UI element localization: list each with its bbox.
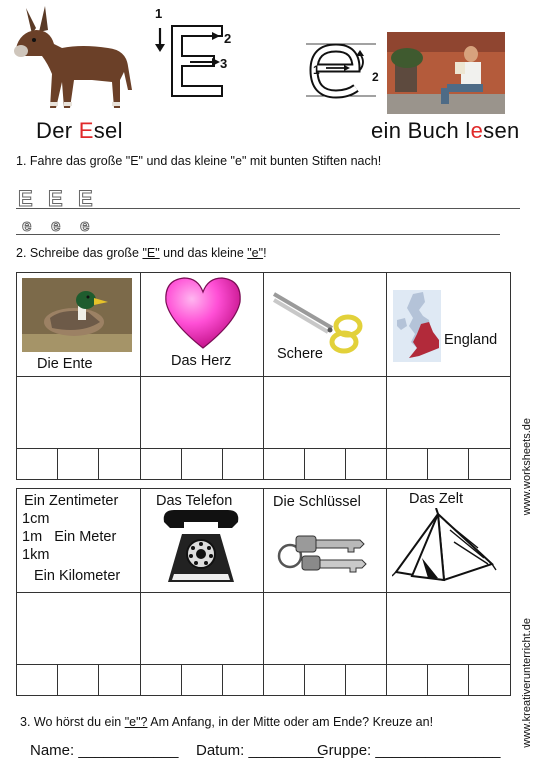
- caption-text: Der: [36, 118, 79, 143]
- instr-lower-e: "e": [247, 246, 264, 260]
- writing-cell[interactable]: [264, 377, 387, 449]
- instr-lower-e: "e"?: [124, 715, 148, 729]
- donkey-caption: [36, 118, 123, 144]
- telephone-image: [160, 508, 242, 588]
- stroke-number-small-2: 2: [372, 70, 379, 84]
- trace-letter-lower[interactable]: e: [22, 216, 32, 235]
- name-field[interactable]: Name: ____________: [30, 742, 179, 759]
- word-label-ente: Die Ente: [37, 356, 93, 372]
- position-box[interactable]: [305, 665, 346, 695]
- word-label-england: England: [444, 332, 498, 348]
- caption-text: sel: [93, 118, 123, 143]
- position-box[interactable]: [58, 665, 99, 695]
- letter-E-stroke-diagram: [150, 6, 235, 100]
- credit-kreativerunterricht: www.kreativerunterricht.de: [521, 618, 533, 748]
- position-box[interactable]: [99, 449, 141, 479]
- word-label-herz: Das Herz: [171, 353, 232, 369]
- position-box[interactable]: [223, 449, 264, 479]
- trace-letter-upper[interactable]: E: [48, 186, 63, 211]
- writing-cell[interactable]: [141, 593, 264, 665]
- unit-kilometer: Ein Kilometer: [34, 568, 121, 584]
- writing-cell[interactable]: [17, 593, 141, 665]
- position-box[interactable]: [305, 449, 346, 479]
- position-box[interactable]: [387, 449, 428, 479]
- instr-text: Am Anfang, in der Mitte oder am Ende? Kreuze an!: [147, 715, 434, 729]
- trace-letter-upper[interactable]: E: [18, 186, 33, 211]
- position-box[interactable]: [99, 665, 141, 695]
- keys-image: [276, 522, 368, 578]
- reading-caption: [371, 118, 520, 144]
- position-box[interactable]: [346, 449, 387, 479]
- position-box[interactable]: [346, 665, 387, 695]
- reading-boy-photo: [387, 32, 505, 114]
- position-box[interactable]: [141, 665, 182, 695]
- position-box[interactable]: [182, 449, 223, 479]
- position-box[interactable]: [17, 665, 58, 695]
- writing-cell[interactable]: [264, 593, 387, 665]
- caption-highlight: E: [78, 118, 94, 143]
- scissors-image: [272, 290, 364, 354]
- position-box[interactable]: [223, 665, 264, 695]
- writing-cell[interactable]: [387, 593, 510, 665]
- task2-instruction: [16, 246, 267, 260]
- word-label-schluessel: Die Schlüssel: [273, 494, 361, 510]
- england-map-image: [393, 290, 441, 362]
- tent-image: [392, 508, 498, 584]
- trace-letter-upper[interactable]: E: [78, 186, 93, 211]
- credit-worksheets: www.worksheets.de: [521, 418, 533, 516]
- word-label-schere: Schere: [277, 346, 323, 362]
- unit-cm: 1cm: [22, 511, 50, 527]
- position-box[interactable]: [17, 449, 58, 479]
- heart-image: [162, 276, 244, 350]
- position-box[interactable]: [58, 449, 99, 479]
- unit-zentimeter: Ein Zentimeter: [24, 493, 119, 509]
- task3-instruction: [20, 715, 433, 729]
- instr-text: !: [263, 246, 267, 260]
- stroke-number-1: 1: [155, 6, 163, 21]
- caption-text: ein Buch l: [371, 118, 471, 143]
- task1-instruction: 1. Fahre das große "E" und das kleine "e" mit bunten Stiften nach!: [16, 154, 382, 168]
- unit-meter: 1m Ein Meter: [22, 529, 117, 545]
- trace-letter-lower[interactable]: e: [80, 216, 90, 235]
- word-label-telefon: Das Telefon: [156, 493, 233, 509]
- instr-text: 2. Schreibe das große: [16, 246, 143, 260]
- position-box[interactable]: [428, 665, 469, 695]
- writing-cell[interactable]: [17, 377, 141, 449]
- caption-highlight: e: [470, 118, 484, 143]
- unit-km: 1km: [22, 547, 50, 563]
- position-box[interactable]: [264, 665, 305, 695]
- position-box[interactable]: [182, 665, 223, 695]
- position-box[interactable]: [141, 449, 182, 479]
- group-field[interactable]: Gruppe: _______________: [317, 742, 501, 759]
- date-field[interactable]: Datum: _________: [196, 742, 324, 759]
- position-box[interactable]: [428, 449, 469, 479]
- instr-upper-e: "E": [142, 246, 160, 260]
- word-label-zelt: Das Zelt: [409, 491, 463, 507]
- trace-letter-lower[interactable]: e: [51, 216, 61, 235]
- writing-cell[interactable]: [141, 377, 264, 449]
- writing-cell[interactable]: [387, 377, 510, 449]
- caption-text: sen: [483, 118, 520, 143]
- position-box[interactable]: [469, 449, 510, 479]
- stroke-number-2: 2: [224, 31, 232, 46]
- position-box[interactable]: [264, 449, 305, 479]
- stroke-number-3: 3: [220, 56, 228, 71]
- stroke-number-small-1: 1: [313, 63, 320, 77]
- instr-text: 3. Wo hörst du ein: [20, 715, 125, 729]
- position-box[interactable]: [469, 665, 510, 695]
- duck-image: [22, 278, 132, 352]
- position-box[interactable]: [387, 665, 428, 695]
- instr-text: und das kleine: [159, 246, 248, 260]
- donkey-image: [12, 4, 132, 112]
